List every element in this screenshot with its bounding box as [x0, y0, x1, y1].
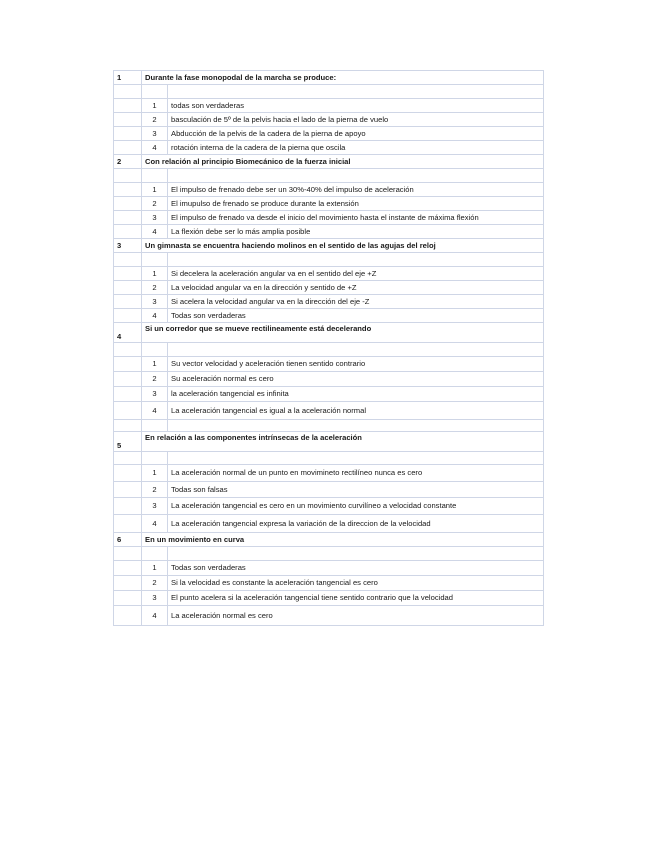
- blank-cell: [114, 253, 142, 267]
- question-row: [114, 155, 544, 169]
- blank-cell: [114, 465, 142, 482]
- option-row: [114, 267, 544, 281]
- option-row: [114, 197, 544, 211]
- blank-cell: [168, 547, 544, 561]
- option-number: 2: [142, 281, 168, 295]
- option-row: [114, 387, 544, 402]
- blank-cell: [114, 402, 142, 420]
- option-text: Todas son verdaderas: [168, 309, 544, 323]
- blank-cell: [142, 343, 168, 357]
- option-text: basculación de 5º de la pelvis hacia el lado de la pierna de vuelo: [168, 113, 544, 127]
- blank-cell: [142, 253, 168, 267]
- option-row: [114, 515, 544, 533]
- blank-cell: [114, 482, 142, 498]
- question-text: En un movimiento en curva: [142, 533, 544, 547]
- blank-cell: [114, 197, 142, 211]
- option-number: 2: [142, 372, 168, 387]
- blank-cell: [168, 452, 544, 465]
- option-row: [114, 127, 544, 141]
- option-text: todas son verdaderas: [168, 99, 544, 113]
- blank-cell: [168, 420, 544, 432]
- option-text: El impulso de frenado va desde el inicio del movimiento hasta el instante de máxima flexión: [168, 211, 544, 225]
- blank-cell: [114, 183, 142, 197]
- option-number: 3: [142, 387, 168, 402]
- blank-cell: [114, 372, 142, 387]
- option-row: [114, 357, 544, 372]
- option-text: La aceleración tangencial es igual a la aceleración normal: [168, 402, 544, 420]
- option-row: [114, 482, 544, 498]
- option-row: [114, 113, 544, 127]
- option-row: [114, 498, 544, 515]
- question-row: [114, 533, 544, 547]
- blank-cell: [168, 169, 544, 183]
- option-text: La aceleración tangencial es cero en un movimiento curvilíneo a velocidad constante: [168, 498, 544, 515]
- question-row: [114, 432, 544, 452]
- blank-cell: [114, 281, 142, 295]
- option-row: [114, 576, 544, 591]
- blank-cell: [114, 515, 142, 533]
- blank-cell: [114, 452, 142, 465]
- blank-cell: [114, 498, 142, 515]
- blank-cell: [114, 576, 142, 591]
- option-text: Si decelera la aceleración angular va en el sentido del eje +Z: [168, 267, 544, 281]
- quiz-sheet-table: [113, 70, 544, 626]
- option-number: 4: [142, 606, 168, 626]
- blank-cell: [142, 547, 168, 561]
- option-number: 4: [142, 141, 168, 155]
- option-number: 4: [142, 309, 168, 323]
- blank-cell: [114, 561, 142, 576]
- blank-cell: [114, 343, 142, 357]
- option-text: Si acelera la velocidad angular va en la dirección del eje -Z: [168, 295, 544, 309]
- blank-cell: [114, 387, 142, 402]
- question-number: 2: [114, 155, 142, 169]
- option-number: 1: [142, 465, 168, 482]
- blank-row: [114, 420, 544, 432]
- blank-cell: [114, 591, 142, 606]
- question-text: Durante la fase monopodal de la marcha se produce:: [142, 71, 544, 85]
- option-text: la aceleración tangencial es infinita: [168, 387, 544, 402]
- question-number: 1: [114, 71, 142, 85]
- blank-cell: [114, 169, 142, 183]
- option-text: La velocidad angular va en la dirección y sentido de +Z: [168, 281, 544, 295]
- option-number: 1: [142, 99, 168, 113]
- blank-cell: [114, 309, 142, 323]
- option-number: 1: [142, 267, 168, 281]
- option-row: [114, 183, 544, 197]
- option-text: La aceleración normal de un punto en movimineto rectilíneo nunca es cero: [168, 465, 544, 482]
- option-row: [114, 591, 544, 606]
- option-number: 3: [142, 591, 168, 606]
- question-text: Con relación al principio Biomecánico de la fuerza inicial: [142, 155, 544, 169]
- question-number: 3: [114, 239, 142, 253]
- blank-cell: [114, 141, 142, 155]
- blank-cell: [114, 113, 142, 127]
- option-text: La aceleración tangencial expresa la variación de la direccion de la velocidad: [168, 515, 544, 533]
- blank-cell: [142, 85, 168, 99]
- blank-cell: [114, 267, 142, 281]
- question-row: [114, 323, 544, 343]
- option-number: 3: [142, 498, 168, 515]
- blank-cell: [142, 452, 168, 465]
- option-row: [114, 225, 544, 239]
- question-number: 6: [114, 533, 142, 547]
- blank-row: [114, 253, 544, 267]
- blank-cell: [142, 420, 168, 432]
- blank-row: [114, 169, 544, 183]
- question-text: Si un corredor que se mueve rectilineamente está decelerando: [142, 323, 544, 343]
- blank-cell: [114, 225, 142, 239]
- blank-row: [114, 85, 544, 99]
- option-text: rotación interna de la cadera de la pierna que oscila: [168, 141, 544, 155]
- option-text: Su aceleración normal es cero: [168, 372, 544, 387]
- option-number: 4: [142, 515, 168, 533]
- option-text: La aceleración normal es cero: [168, 606, 544, 626]
- option-text: Todas son falsas: [168, 482, 544, 498]
- option-row: [114, 402, 544, 420]
- option-number: 3: [142, 211, 168, 225]
- blank-cell: [168, 343, 544, 357]
- option-number: 3: [142, 127, 168, 141]
- option-text: Abducción de la pelvis de la cadera de la pierna de apoyo: [168, 127, 544, 141]
- blank-row: [114, 343, 544, 357]
- blank-cell: [168, 253, 544, 267]
- option-number: 4: [142, 225, 168, 239]
- question-text: En relación a las componentes intrínsecas de la aceleración: [142, 432, 544, 452]
- blank-cell: [114, 547, 142, 561]
- option-number: 1: [142, 357, 168, 372]
- question-row: [114, 239, 544, 253]
- blank-cell: [114, 99, 142, 113]
- option-row: [114, 465, 544, 482]
- blank-row: [114, 452, 544, 465]
- option-row: [114, 372, 544, 387]
- blank-cell: [114, 606, 142, 626]
- option-text: El impulso de frenado debe ser un 30%-40% del impulso de aceleración: [168, 183, 544, 197]
- option-row: [114, 561, 544, 576]
- option-number: 2: [142, 113, 168, 127]
- option-number: 3: [142, 295, 168, 309]
- blank-cell: [142, 169, 168, 183]
- blank-cell: [114, 211, 142, 225]
- option-number: 2: [142, 482, 168, 498]
- blank-cell: [114, 420, 142, 432]
- option-number: 1: [142, 561, 168, 576]
- option-row: [114, 281, 544, 295]
- question-row: [114, 71, 544, 85]
- blank-cell: [168, 85, 544, 99]
- option-row: [114, 211, 544, 225]
- blank-row: [114, 547, 544, 561]
- blank-cell: [114, 127, 142, 141]
- question-text: Un gimnasta se encuentra haciendo molinos en el sentido de las agujas del reloj: [142, 239, 544, 253]
- option-text: Todas son verdaderas: [168, 561, 544, 576]
- option-number: 2: [142, 576, 168, 591]
- quiz-sheet-body: [114, 71, 544, 626]
- option-text: Su vector velocidad y aceleración tienen sentido contrario: [168, 357, 544, 372]
- option-row: [114, 99, 544, 113]
- option-text: La flexión debe ser lo más amplia posible: [168, 225, 544, 239]
- blank-cell: [114, 85, 142, 99]
- question-number: 4: [114, 323, 142, 343]
- option-text: El imupulso de frenado se produce durante la extensión: [168, 197, 544, 211]
- option-row: [114, 141, 544, 155]
- option-row: [114, 606, 544, 626]
- option-number: 1: [142, 183, 168, 197]
- option-number: 2: [142, 197, 168, 211]
- option-text: El punto acelera si la aceleración tangencial tiene sentido contrario que la velocidad: [168, 591, 544, 606]
- option-row: [114, 309, 544, 323]
- question-number: 5: [114, 432, 142, 452]
- option-number: 4: [142, 402, 168, 420]
- blank-cell: [114, 357, 142, 372]
- option-text: Si la velocidad es constante la aceleración tangencial es cero: [168, 576, 544, 591]
- blank-cell: [114, 295, 142, 309]
- option-row: [114, 295, 544, 309]
